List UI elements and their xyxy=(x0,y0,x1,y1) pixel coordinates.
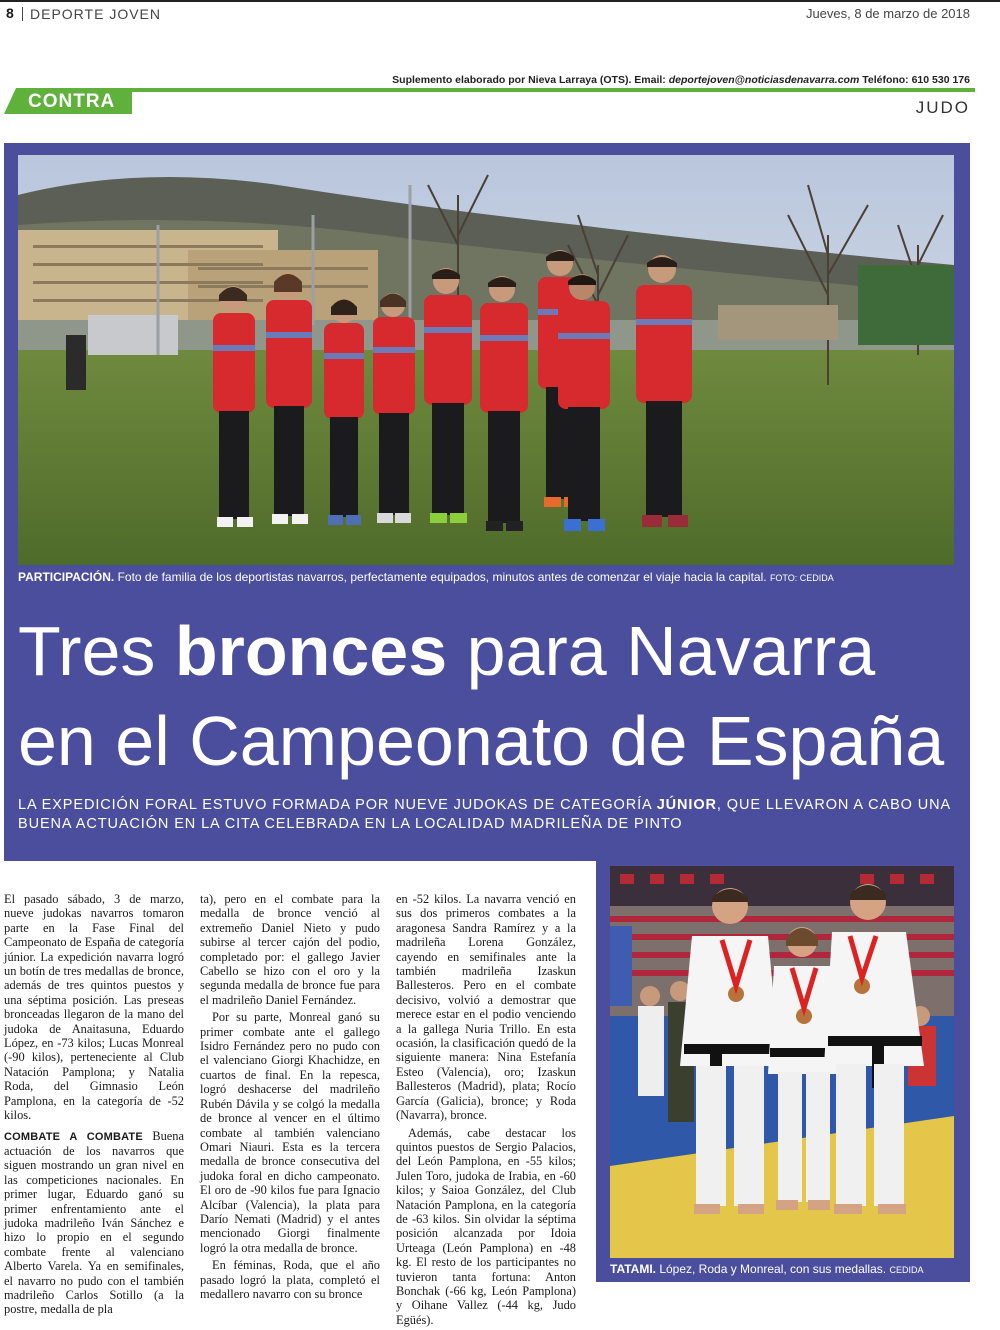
body-paragraph-2b: ta), pero en el combate para la medalla de bronce venció al extremeño Daniel Nieto y pudo subirse al tercer cajón del podio, completado por: el gallego Javier Cabello se hizo con el oro y la segunda medalla de bronce fue para el madrileño Daniel Fernández. xyxy=(200,892,380,1007)
body-paragraph-4a: En féminas, Roda, que el año pasado logró la plata, completó el medallero navarro con su bronce xyxy=(200,1258,380,1301)
headline-part2: para Navarra xyxy=(447,612,876,690)
headline-part1: Tres xyxy=(18,612,175,690)
credits-prefix: Suplemento elaborado por Nieva Larraya (OTS). Email: xyxy=(392,74,669,86)
medalists-photo-illustration xyxy=(610,866,954,1258)
caption-lead: PARTICIPACIÓN. xyxy=(18,570,115,584)
article-subhead xyxy=(18,796,958,834)
body-paragraph-5: Además, cabe destacar los quintos puestos de Sergio Palacios, del León Pamplona, en -55 kilos; Julen Toro, judoka de Irabia, en -60 kilos; y Saioa González, del Club Natación Pamplona, en la categoría de -63 kilos. Sin olvidar la séptima posición alcanzada por Idoia Urteaga (León Pamplona) en -48 kg. El resto de los participantes no tuvieron tanta fortuna: Anton Bonchak (-66 kg, León Pamplona) y Oihane Vallez (-44 kg, Judo Egüés). xyxy=(396,1125,576,1327)
supplement-credits xyxy=(392,74,970,86)
subhead-part1: LA EXPEDICIÓN FORAL ESTUVO FORMADA POR NUEVE JUDOKAS DE CATEGORÍA xyxy=(18,797,657,813)
issue-date: Jueves, 8 de marzo de 2018 xyxy=(805,6,970,21)
body-paragraph-3: Por su parte, Monreal ganó su primer combate ante el gallego Isidro Fernández pero no pudo con el valenciano Giorgi Khachidze, en cuartos de final. En la repesca, logró deshacerse del madrileño Rubén Dávila y se colgó la medalla de bronce al vencer en el último combate al también valenciano Omari Niauri. Esta es la tercera medalla de bronce consecutiva del judoka foral en dicho campeonato. El oro de -90 kilos fue para Ignacio Alcíbar (Valencia), la plata para Darío Nemati (Madrid) y el antes mencionado Giorgi finalmente logró la otra medalla de bronce. xyxy=(200,1010,380,1255)
subhead-part2: , QUE LLEVARON A CABO UNA BUENA ACTUACIÓN EN LA CITA CELEBRADA EN LA LOCALIDAD MADRILEÑA DE PINTO xyxy=(18,797,951,832)
photo-credit: FOTO: CEDIDA xyxy=(769,573,834,583)
running-header xyxy=(0,0,1000,24)
body-paragraph-2a: Buena actuación de los navarros que siguen mostrando un gran nivel en las competiciones nacionales. En primer lugar, Eduardo ganó su primer enfrentamiento ante el judoka madrileño Iván Sánchez e hizo lo propio en el segundo combate frente al valenciano Alberto Varela. Ya en semifinales, el navarro no pudo con el también madrileño Carlos Sotillo (a la postre, medalla de pla xyxy=(4,1128,184,1317)
section-name: DEPORTE JOVEN xyxy=(30,6,161,22)
article-column-3 xyxy=(396,892,576,1330)
section-tab-bar xyxy=(0,88,975,114)
article-column-2 xyxy=(200,892,380,1304)
caption2-lead: TATAMI. xyxy=(610,1262,656,1276)
body-paragraph-2-start xyxy=(4,1129,184,1317)
photo2-credit: CEDIDA xyxy=(889,1265,924,1275)
medalists-photo xyxy=(610,866,954,1258)
article-headline xyxy=(18,606,968,786)
section-rule xyxy=(120,88,975,92)
body-paragraph-1: El pasado sábado, 3 de marzo, nueve judokas navarros tomaron parte en la Fase Final del Campeonato de España de categoría júnior. La expedición navarra logró un botín de tres medallas de bronce, además de tres quintos puestos y una séptima posición. Las preseas bronceadas llegaron de la mano del judoka de Anaitasuna, Eduardo López, en -73 kilos; Lucas Monreal (-90 kilos), perteneciente al Club Natación Pamplona; y Natalia Roda, del Gimnasio León Pamplona, en la categoría de -52 kilos. xyxy=(4,892,184,1123)
topic-label: JUDO xyxy=(915,98,970,117)
headline-line2: en el Campeonato de España xyxy=(18,702,945,780)
contact-email: deportejoven@noticiasdenavarra.com xyxy=(668,74,860,86)
photo-caption-tatami xyxy=(610,1262,923,1276)
body-subhead: COMBATE A COMBATE xyxy=(4,1130,143,1143)
body-paragraph-4b: en -52 kilos. La navarra venció en sus dos primeros combates a la aragonesa Sandra Ramírez y a la madrileña Lorena González, cayendo en semifinales ante la también madrileña Izaskun Ballesteros. Pero en el combate decisivo, volvió a demostrar que merece estar en el podio venciendo a la gallega Nuria Trillo. En esta ocasión, la clasificación quedó de la siguiente manera: Nina Estefanía Esteo (Valencia), oro; Izaskun Ballesteros (Madrid), plata; Rocío García (Galicia), bronce; y Roda (Navarra), bronce. xyxy=(396,892,576,1123)
headline-bold: bronces xyxy=(174,612,448,690)
header-divider xyxy=(22,7,23,21)
team-photo-illustration xyxy=(18,155,954,565)
photo-caption-participation xyxy=(18,570,834,584)
page-number: 8 xyxy=(6,5,14,21)
team-photo xyxy=(18,155,954,565)
caption2-text: López, Roda y Monreal, con sus medallas. xyxy=(655,1262,890,1276)
subhead-bold: JÚNIOR xyxy=(656,797,717,813)
article-column-1 xyxy=(4,892,184,1320)
section-tab-label: CONTRA xyxy=(28,91,116,112)
contact-phone: Teléfono: 610 530 176 xyxy=(859,74,970,86)
caption-text: Foto de familia de los deportistas navarros, perfectamente equipados, minutos antes de comenzar el viaje hacia la capital. xyxy=(114,570,770,584)
